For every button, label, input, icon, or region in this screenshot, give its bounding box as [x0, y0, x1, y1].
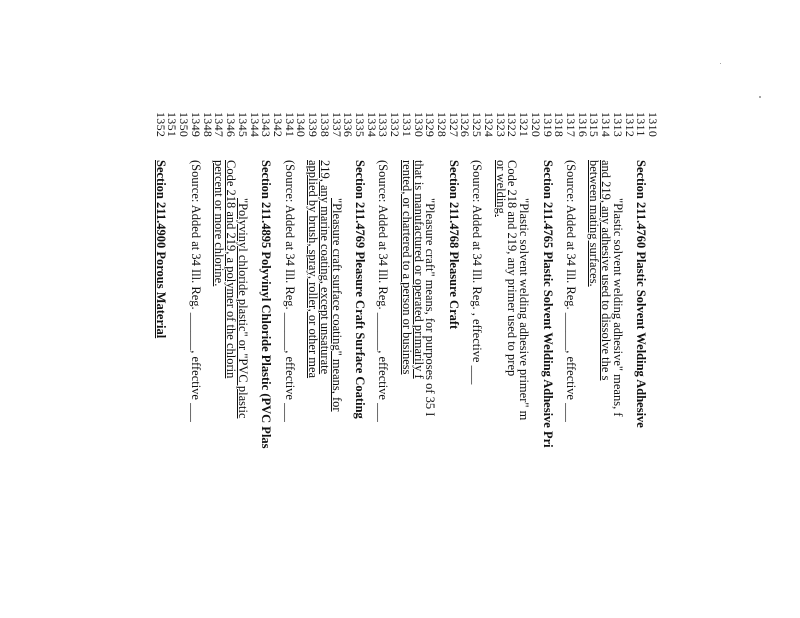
line-number: 1310 [646, 112, 660, 138]
line-text: 219, any marine coating, except unsaturate [317, 160, 332, 375]
line-text: (Source: Added at 34 Ill. Reg. ______, effective ___ [282, 160, 297, 422]
line-number: 1332 [388, 112, 403, 138]
line-number: 1338 [317, 112, 332, 138]
line-number: 1337 [329, 112, 344, 138]
section-heading: Section 211.4765 Plastic Solvent Welding Adhesive Pri [540, 160, 555, 448]
line-number: 1322 [505, 112, 520, 138]
line-text: applied by brush, spray, roller, or other mea [306, 160, 321, 379]
line-text: "Polyvinyl chloride plastic" or "PVC plastic [235, 198, 250, 419]
line-text: (Source: Added at 34 Ill. Reg. , effective ___ [470, 160, 485, 385]
line-number: 1343 [259, 112, 274, 138]
line-text: between mating surfaces. [587, 160, 602, 287]
section-heading: Section 211.4768 Pleasure Craft [446, 160, 461, 330]
line-number: 1335 [353, 112, 367, 138]
line-number: 1341 [282, 112, 297, 138]
section-heading: Section 211.4769 Pleasure Craft Surface Coating [353, 160, 367, 419]
line-number: 1321 [517, 112, 532, 138]
line-text: "Pleasure craft surface coating" means, for [329, 198, 344, 412]
line-number: 1318 [552, 112, 567, 138]
line-number: 1313 [610, 112, 625, 138]
line-number: 1330 [411, 112, 426, 138]
line-number: 1345 [235, 112, 250, 138]
line-number: 1350 [177, 112, 192, 138]
line-number: 1316 [575, 112, 590, 138]
line-number: 1329 [423, 112, 438, 138]
line-number: 1344 [247, 112, 262, 138]
line-number: 1336 [341, 112, 356, 138]
line-number: 1347 [212, 112, 227, 138]
scan-speck [720, 63, 721, 64]
line-text: percent or more chlorine. [212, 160, 227, 287]
line-number: 1319 [540, 112, 555, 138]
line-number: 1326 [458, 112, 473, 138]
line-number: 1312 [622, 112, 637, 138]
line-number: 1346 [224, 112, 239, 138]
line-number: 1325 [470, 112, 485, 138]
line-text: "Pleasure craft" means, for purposes of 35 I [423, 198, 438, 417]
line-number: 1328 [435, 112, 450, 138]
line-number: 1323 [493, 112, 508, 138]
line-text: (Source: Added at 34 Ill. Reg. ______, effective ___ [563, 160, 578, 422]
line-text: "Plastic solvent welding adhesive" means, f [610, 198, 625, 417]
line-text: or welding. [493, 160, 508, 217]
line-number: 1315 [587, 112, 602, 138]
line-number: 1327 [446, 112, 461, 138]
section-heading: Section 211.4895 Polyvinyl Chloride Plastic (PVC Plas [259, 160, 274, 449]
section-heading: Section 211.4760 Plastic Solvent Welding Adhesive [634, 160, 649, 428]
line-text: and 219, any adhesive used to dissolve the s [599, 160, 614, 381]
line-number: 1349 [188, 112, 203, 138]
rotated-document-body [40, 112, 660, 618]
line-number: 1351 [165, 112, 180, 138]
line-number: 1333 [376, 112, 391, 138]
line-number: 1324 [481, 112, 496, 138]
line-number: 1339 [306, 112, 321, 138]
line-text: (Source: Added at 34 Ill. Reg. ______, effective ___ [188, 160, 203, 422]
line-text: (Source: Added at 34 Ill. Reg. ______, effective ___ [376, 160, 391, 422]
line-text: rented, or chartered to a person or business [399, 160, 414, 375]
line-number: 1342 [270, 112, 285, 138]
line-text: that is manufactured or operated primarily f [411, 160, 426, 379]
line-text: Code 218 and 219, a polymer of the chlorin [224, 160, 239, 379]
line-number: 1320 [528, 112, 543, 138]
line-number: 1314 [599, 112, 614, 138]
line-number: 1334 [364, 112, 379, 138]
line-number: 1317 [563, 112, 578, 138]
line-text: "Plastic solvent welding adhesive primer" m [517, 198, 532, 421]
section-heading: Section 211.4900 Porous Material [153, 160, 168, 339]
scan-speck [759, 96, 761, 98]
line-number: 1311 [634, 112, 649, 137]
line-number: 1340 [294, 112, 309, 138]
line-number: 1352 [153, 112, 168, 138]
line-number: 1348 [200, 112, 215, 138]
line-number: 1331 [399, 112, 414, 138]
line-text: Code 218 and 219, any primer used to prep [505, 160, 520, 377]
